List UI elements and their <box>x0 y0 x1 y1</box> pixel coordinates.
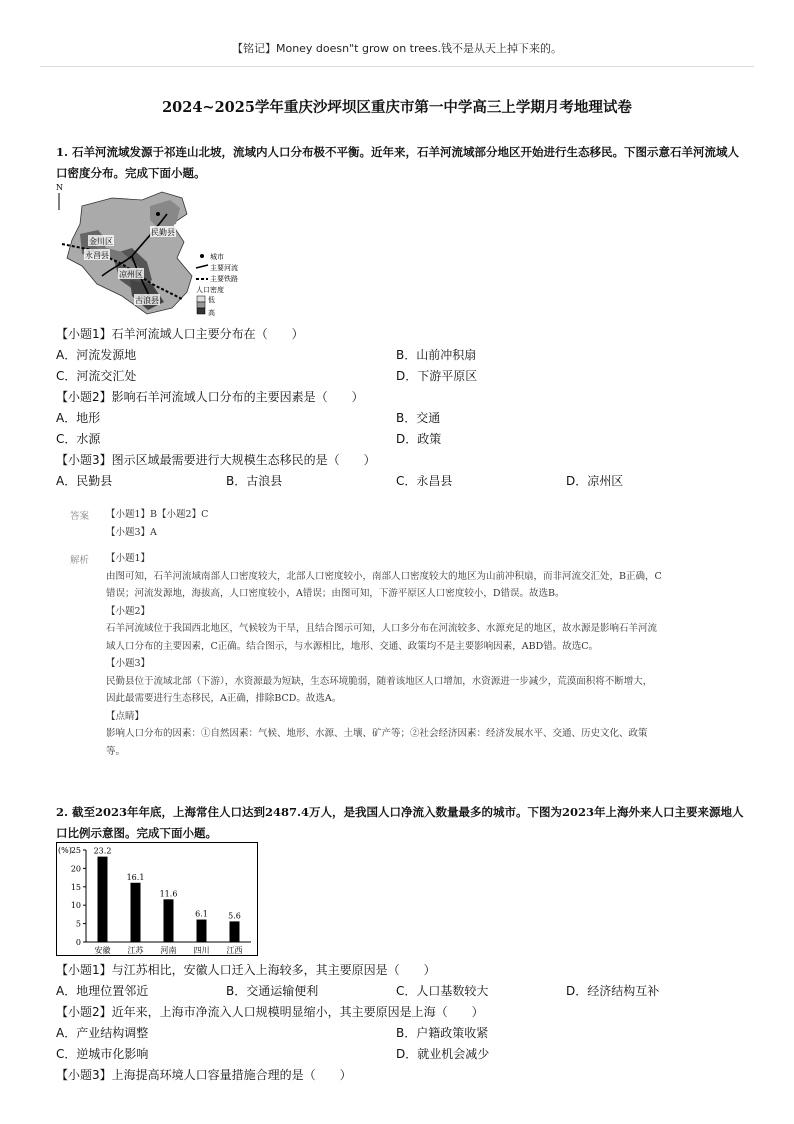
analysis-line: 影响人口分布的因素：①自然因素：气候、地形、水源、土壤、矿产等；②社会经济因素：经济发展水平、交通、历史文化、政策 <box>106 728 648 739</box>
q2-sub1-opt-a[interactable]: A．地理位置邻近 <box>56 984 149 998</box>
bar-value-label: 11.6 <box>159 889 178 899</box>
q2-sub2-opt-b[interactable]: B．户籍政策收紧 <box>396 1026 489 1040</box>
q1-sub3-opt-a[interactable]: A．民勤县 <box>56 474 113 488</box>
legend-low: 低 <box>208 296 215 304</box>
analysis-line: 错误；河流发源地，海拔高，人口密度较小，A错误；由图可知，下游平原区人口密度较小，D错误。故选B。 <box>106 588 565 599</box>
q2-sub3: 【小题3】上海提高环境人口容量措施合理的是（ ） <box>56 1068 352 1082</box>
legend-city: 城市 <box>210 253 224 261</box>
source-population-bar-chart <box>56 842 258 956</box>
q2-sub1-opt-d[interactable]: D．经济结构互补 <box>566 984 660 998</box>
legend-density: 人口密度 <box>196 286 224 294</box>
x-tick-label: 河南 <box>160 946 177 955</box>
legend-high: 高 <box>208 309 215 317</box>
y-tick-label: 20 <box>70 864 81 874</box>
y-axis-label: (%) <box>58 846 72 855</box>
q1-sub2: 【小题2】影响石羊河流域人口分布的主要因素是（ ） <box>56 390 364 404</box>
bar <box>98 857 108 942</box>
q1-sub3-opt-d[interactable]: D．凉州区 <box>566 474 624 488</box>
x-tick-label: 江西 <box>226 946 243 955</box>
bar <box>230 921 240 942</box>
q1-stem: 1. 石羊河流域发源于祁连山北坡，流域内人口分布极不平衡。近年来，石羊河流域部分地区开始进行生态移民。下图示意石羊河流域人口密度分布。完成下面小题。 <box>56 145 740 180</box>
q2-sub2-opt-a[interactable]: A．产业结构调整 <box>56 1026 149 1040</box>
y-tick-label: 0 <box>75 938 81 947</box>
q1-sub2-opt-c[interactable]: C．水源 <box>56 432 101 446</box>
analysis-line: 因此最需要进行生态移民，A正确，排除BCD。故选A。 <box>106 693 342 704</box>
answer-line-2: 【小题3】A <box>106 527 157 538</box>
y-tick-label: 15 <box>70 882 81 892</box>
q1-sub1-opt-d[interactable]: D．下游平原区 <box>396 369 478 383</box>
page-header-motto: 【铭记】Money doesn"t grow on trees.钱不是从天上掉下来的。 <box>231 42 563 55</box>
population-density-map <box>52 184 252 324</box>
y-tick-label: 25 <box>70 846 81 855</box>
q2-sub2-opt-c[interactable]: C．逆城市化影响 <box>56 1047 149 1061</box>
q2-sub1-opt-c[interactable]: C．人口基数较大 <box>396 984 489 998</box>
x-tick-label: 江苏 <box>127 946 144 955</box>
legend-railway: 主要铁路 <box>210 275 238 283</box>
analysis-line: 由图可知，石羊河流域南部人口密度较大，北部人口密度较小，南部人口密度较大的地区为山前冲积扇，而非河流交汇处，B正确，C <box>106 570 662 582</box>
y-tick-label: 10 <box>70 901 81 911</box>
answer-line-1: 【小题1】B【小题2】C <box>106 509 209 520</box>
analysis-line: 石羊河流域位于我国西北地区，气候较为干旱，且结合图示可知，人口多分布在河流较多、水源充足的地区，故水源是影响石羊河流 <box>106 623 658 634</box>
analysis-line: 域人口分布的主要因素，C正确。结合图示，与水源相比，地形、交通、政策均不是主要影响因素，ABD错。故选C。 <box>106 640 598 652</box>
q1-sub2-opt-d[interactable]: D．政策 <box>396 432 442 446</box>
place-minqin: 民勤县 <box>151 228 175 237</box>
bar-value-label: 16.1 <box>126 872 145 882</box>
bar <box>197 920 207 942</box>
q2-sub2-opt-d[interactable]: D．就业机会减少 <box>396 1047 490 1061</box>
x-tick-label: 安徽 <box>94 946 111 955</box>
place-yongchang: 永昌县 <box>85 251 109 260</box>
analysis-line: 等。 <box>106 745 126 757</box>
analysis-block <box>106 550 746 760</box>
bar-value-label: 6.1 <box>195 909 208 919</box>
q1-sub1-opt-b[interactable]: B．山前冲积扇 <box>396 348 477 362</box>
analysis-line: 【小题1】 <box>106 553 151 564</box>
bar <box>164 899 174 942</box>
bar <box>131 883 141 942</box>
q1-sub3-opt-c[interactable]: C．永昌县 <box>396 474 453 488</box>
q1-sub3: 【小题3】图示区域最需要进行大规模生态移民的是（ ） <box>56 453 376 467</box>
bar-value-label: 23.2 <box>93 846 112 856</box>
x-tick-label: 四川 <box>193 946 210 955</box>
q2-stem: 2. 截至2023年年底，上海常住人口达到2487.4万人，是我国人口净流入数量最多的城市。下图为2023年上海外来人口主要来源地人口比例示意图。完成下面小题。 <box>56 805 744 840</box>
analysis-line: 【小题2】 <box>106 605 151 617</box>
analysis-line: 民勤县位于流域北部（下游），水资源最为短缺，生态环境脆弱，随着该地区人口增加，水资源进一步减少，荒漠面积将不断增大， <box>106 675 653 687</box>
q2-sub1: 【小题1】与江苏相比，安徽人口迁入上海较多，其主要原因是（ ） <box>56 963 436 977</box>
header-divider <box>40 66 754 67</box>
page-title: 2024~2025学年重庆沙坪坝区重庆市第一中学高三上学期月考地理试卷 <box>162 99 632 116</box>
q1-sub2-opt-a[interactable]: A．地形 <box>56 411 101 425</box>
bar-value-label: 5.6 <box>228 911 241 921</box>
q1-sub1: 【小题1】石羊河流域人口主要分布在（ ） <box>56 327 304 341</box>
legend-river: 主要河流 <box>210 264 238 272</box>
analysis-line: 【小题3】 <box>106 658 151 669</box>
place-liangzhou: 凉州区 <box>119 270 143 279</box>
y-tick-label: 5 <box>75 919 81 929</box>
q1-sub3-opt-b[interactable]: B．古浪县 <box>226 474 283 488</box>
north-label: N <box>56 184 63 192</box>
answer-label: 答案 <box>70 511 90 522</box>
analysis-line: 【点睛】 <box>106 710 145 722</box>
analysis-label: 解析 <box>70 555 90 566</box>
q2-sub1-opt-b[interactable]: B．交通运输便利 <box>226 984 319 998</box>
place-jinchuan: 金川区 <box>89 237 113 246</box>
q1-sub1-opt-a[interactable]: A．河流发源地 <box>56 348 137 362</box>
q1-sub1-opt-c[interactable]: C．河流交汇处 <box>56 369 137 383</box>
q2-sub2: 【小题2】近年来，上海市净流入人口规模明显缩小，其主要原因是上海（ ） <box>56 1005 484 1019</box>
place-gulang: 古浪县 <box>135 296 159 305</box>
q1-sub2-opt-b[interactable]: B．交通 <box>396 411 441 425</box>
